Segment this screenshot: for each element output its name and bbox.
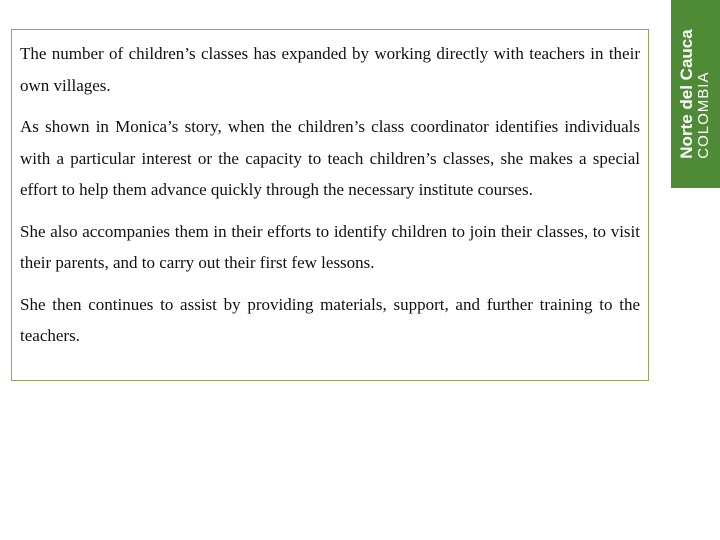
paragraph-3: She also accompanies them in their efforts to identify children to join their classes, to visit their parents, and to carry out their first few lessons. [20,221,640,272]
text-box [11,29,649,381]
paragraph-2: As shown in Monica’s story, when the children’s class coordinator identifies individuals with a particular interest or the capacity to teach children’s classes, she makes a special effort to help them advance quickly through the necessary institute courses. [20,117,640,199]
side-tab [671,0,720,188]
side-tab-subtitle: COLOMBIA [695,71,712,159]
side-tab-title: Norte del Cauca [677,29,696,159]
paragraph-1: The number of children’s classes has expanded by working directly with teachers in their own villages. [20,44,640,95]
paragraph-4: She then continues to assist by providing materials, support, and further training to the teachers. [20,294,640,345]
side-tab-text [678,29,712,158]
